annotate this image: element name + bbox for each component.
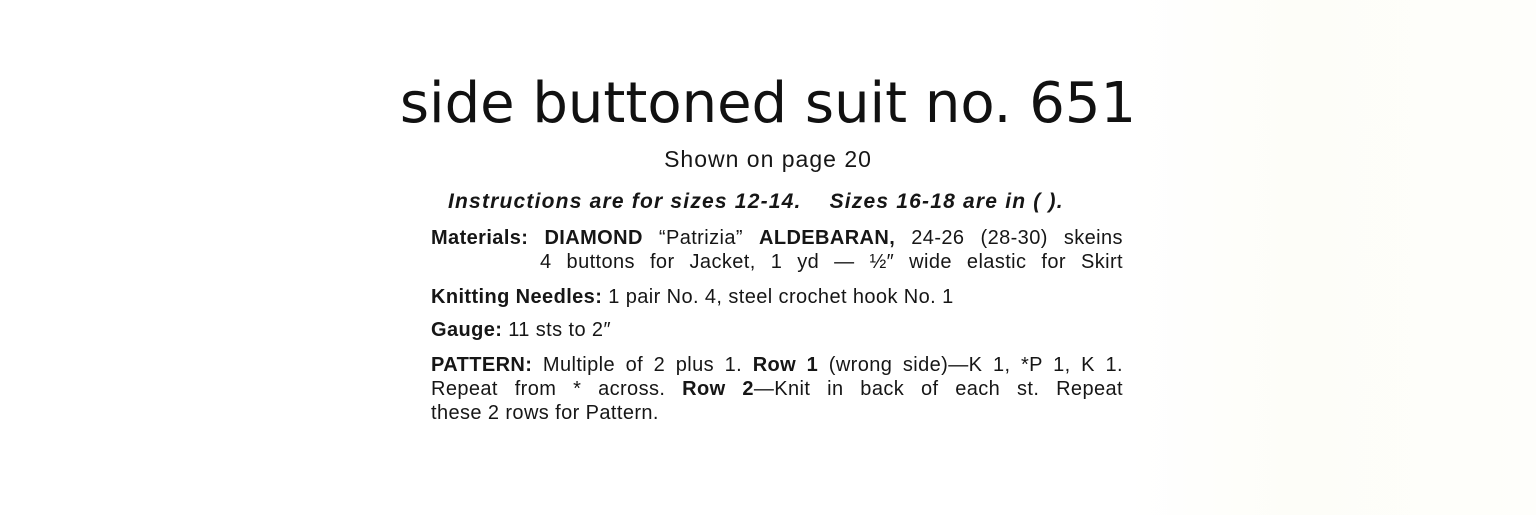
gauge-text: 11 sts to 2″ bbox=[508, 319, 611, 341]
pattern-multiple: Multiple of 2 plus 1. bbox=[542, 354, 743, 376]
row-1-label: Row 1 bbox=[752, 354, 819, 376]
materials-line-1 bbox=[431, 226, 1123, 250]
pattern-section bbox=[431, 353, 1123, 425]
pattern-line-2 bbox=[431, 377, 1123, 401]
needles-section bbox=[431, 285, 1123, 309]
brand-name: DIAMOND bbox=[544, 227, 643, 249]
sizes-note-main: Instructions are for sizes 12-14. bbox=[448, 190, 802, 213]
row-1-text: (wrong side)—K 1, *P 1, K 1. bbox=[828, 354, 1123, 376]
materials-section bbox=[431, 226, 1123, 274]
yarn-name: “Patrizia” bbox=[658, 227, 743, 249]
page-reference: Shown on page 20 bbox=[664, 146, 872, 172]
sizes-note-alt: Sizes 16-18 are in ( ). bbox=[829, 190, 1064, 213]
pattern-line-1 bbox=[431, 353, 1123, 377]
yarn-line: ALDEBARAN, bbox=[758, 227, 896, 249]
needles-label: Knitting Needles: bbox=[431, 286, 603, 308]
row-2-text: —Knit in back of each st. Repeat bbox=[753, 378, 1123, 400]
materials-line-2: 4 buttons for Jacket, 1 yd — ½″ wide elastic for Skirt bbox=[540, 251, 1123, 273]
needles-text: 1 pair No. 4, steel crochet hook No. 1 bbox=[608, 286, 954, 308]
row-2-label: Row 2 bbox=[682, 378, 754, 400]
row-1-repeat: Repeat from * across. bbox=[431, 378, 666, 400]
yarn-quantity: 24-26 (28-30) skeins bbox=[911, 227, 1123, 249]
gauge-label: Gauge: bbox=[431, 319, 503, 341]
pattern-line-3: these 2 rows for Pattern. bbox=[431, 402, 659, 424]
gauge-section bbox=[431, 318, 1123, 342]
materials-label: Materials: bbox=[431, 227, 529, 249]
pattern-title: side buttoned suit no. 651 bbox=[399, 71, 1137, 136]
sizes-note bbox=[448, 189, 1148, 215]
pattern-label: PATTERN: bbox=[431, 354, 533, 376]
